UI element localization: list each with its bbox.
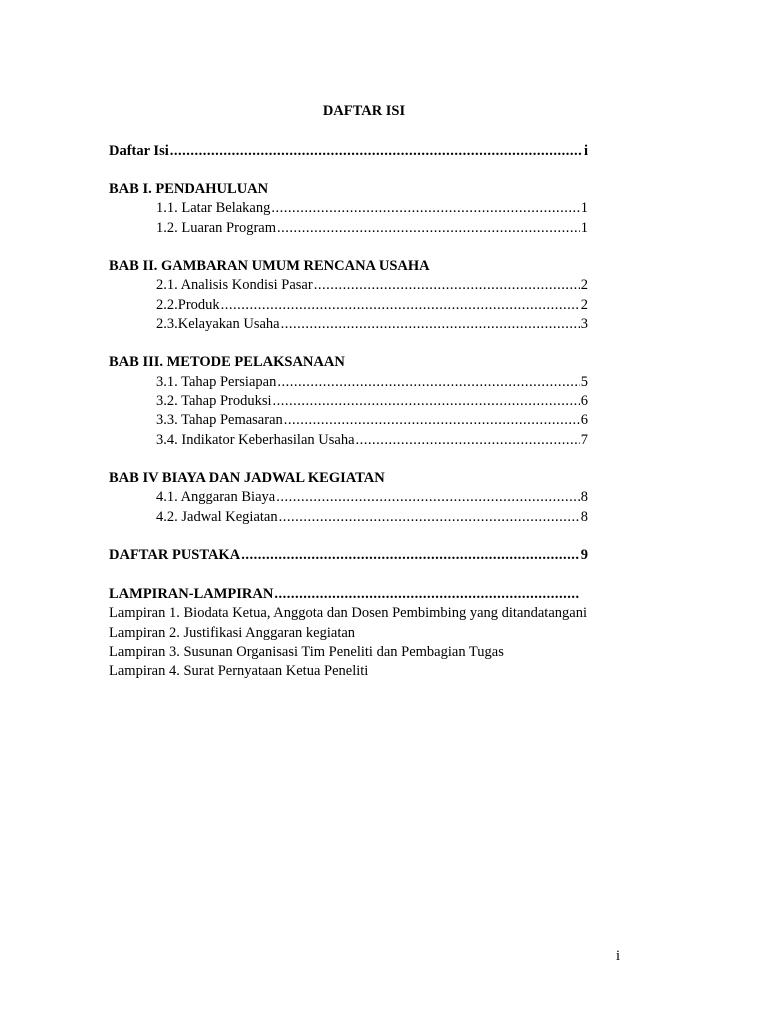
toc-page-number: 6 <box>580 393 588 409</box>
toc-entry-1-1 <box>156 199 588 218</box>
toc-label: 3.3. Tahap Pemasaran <box>156 412 283 428</box>
toc-entry-3-4 <box>156 431 588 450</box>
toc-page-number: 1 <box>580 220 588 236</box>
dot-leader <box>241 546 580 565</box>
toc-label: 4.2. Jadwal Kegiatan <box>156 509 278 525</box>
toc-page-number: 3 <box>580 316 588 332</box>
toc-label: Daftar Isi <box>109 143 169 159</box>
toc-page-number: 2 <box>580 277 588 293</box>
chapter-heading-bab-3: BAB III. METODE PELAKSANAAN <box>109 354 345 370</box>
dot-leader <box>276 488 580 507</box>
toc-entry-2-3 <box>156 315 588 334</box>
toc-label: 2.1. Analisis Kondisi Pasar <box>156 277 313 293</box>
dot-leader <box>273 392 580 411</box>
toc-entry-1-2 <box>156 219 588 238</box>
chapter-heading-bab-2: BAB II. GAMBARAN UMUM RENCANA USAHA <box>109 258 430 274</box>
toc-page-number: 8 <box>580 509 588 525</box>
page-title: DAFTAR ISI <box>322 103 406 119</box>
dot-leader <box>277 373 579 392</box>
toc-label: 2.2.Produk <box>156 297 220 313</box>
dot-leader <box>356 431 580 450</box>
toc-page-number: 9 <box>580 547 588 563</box>
toc-label: 1.1. Latar Belakang <box>156 200 271 216</box>
toc-page-number: i <box>583 143 588 159</box>
toc-label: LAMPIRAN-LAMPIRAN <box>109 586 274 602</box>
toc-page-number: 5 <box>580 374 588 390</box>
toc-entry-3-2 <box>156 392 588 411</box>
lampiran-item-3: Lampiran 3. Susunan Organisasi Tim Peneliti dan Pembagian Tugas <box>109 644 504 660</box>
toc-entry-4-1 <box>156 488 588 507</box>
toc-entry-lampiran <box>109 585 581 604</box>
toc-label: 2.3.Kelayakan Usaha <box>156 316 280 332</box>
toc-entry-4-2 <box>156 508 588 527</box>
toc-label: 3.4. Indikator Keberhasilan Usaha <box>156 432 355 448</box>
dot-leader <box>274 585 580 604</box>
toc-entry-2-2 <box>156 296 588 315</box>
dot-leader <box>284 411 580 430</box>
toc-label: DAFTAR PUSTAKA <box>109 547 241 563</box>
toc-entry-3-1 <box>156 373 588 392</box>
chapter-heading-bab-4: BAB IV BIAYA DAN JADWAL KEGIATAN <box>109 470 385 486</box>
toc-page-number: 7 <box>580 432 588 448</box>
toc-label: 1.2. Luaran Program <box>156 220 276 236</box>
toc-entry-daftar-isi <box>109 142 588 161</box>
toc-page-number: 6 <box>580 412 588 428</box>
toc-page-number: 8 <box>580 489 588 505</box>
lampiran-item-2: Lampiran 2. Justifikasi Anggaran kegiatan <box>109 625 356 641</box>
dot-leader <box>271 199 579 218</box>
dot-leader <box>221 296 580 315</box>
dot-leader <box>281 315 580 334</box>
toc-entry-2-1 <box>156 276 588 295</box>
chapter-heading-bab-1: BAB I. PENDAHULUAN <box>109 181 269 197</box>
dot-leader <box>277 219 580 238</box>
toc-page-number: 1 <box>580 200 588 216</box>
toc-label: 4.1. Anggaran Biaya <box>156 489 276 505</box>
dot-leader <box>314 276 580 295</box>
toc-label: 3.2. Tahap Produksi <box>156 393 272 409</box>
dot-leader <box>279 508 580 527</box>
dot-leader <box>170 142 583 161</box>
lampiran-item-4: Lampiran 4. Surat Pernyataan Ketua Peneliti <box>109 663 369 679</box>
toc-entry-daftar-pustaka <box>109 546 588 565</box>
lampiran-item-1: Lampiran 1. Biodata Ketua, Anggota dan Dosen Pembimbing yang ditandatangani <box>109 605 587 621</box>
toc-label: 3.1. Tahap Persiapan <box>156 374 277 390</box>
toc-page-number: 2 <box>580 297 588 313</box>
toc-entry-3-3 <box>156 411 588 430</box>
footer-page-number: i <box>616 948 621 964</box>
